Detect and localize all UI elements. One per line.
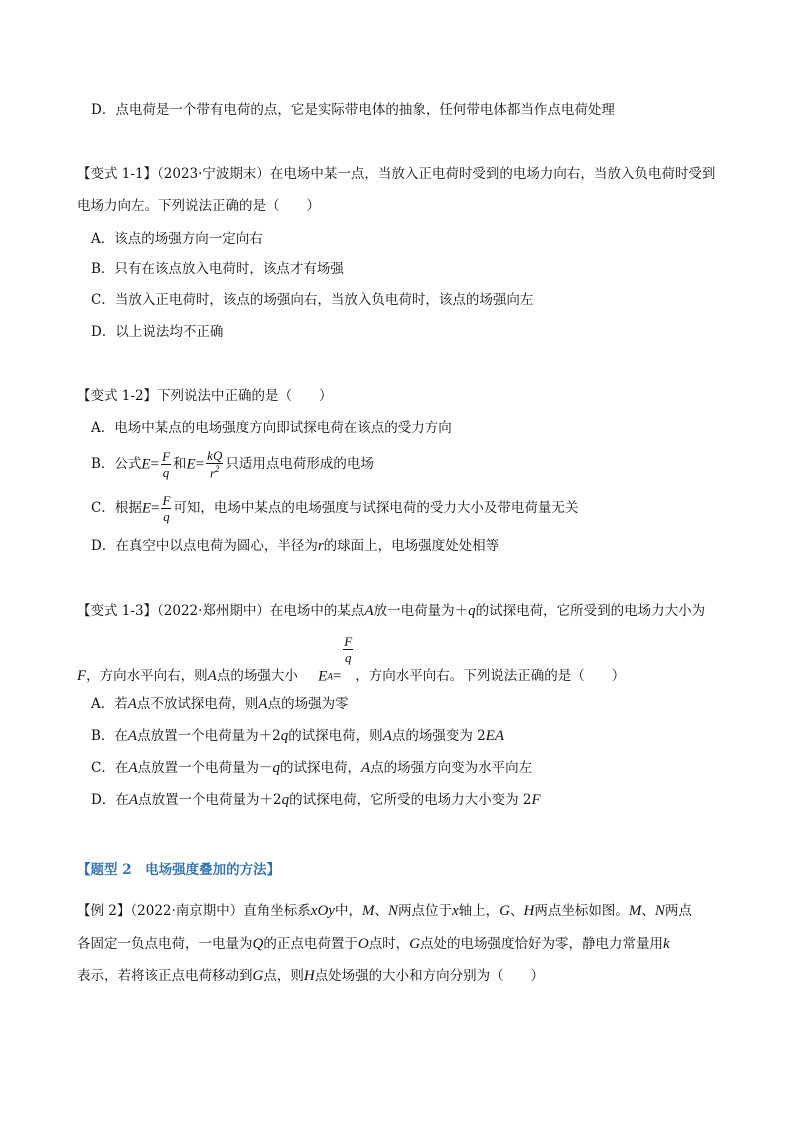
question-1-2-line-1: 【变式 1-2】下列说法中正确的是（ ） [77, 388, 333, 404]
option-a: A．电场中某点的电场强度方向即试探电荷在该点的受力方向 [91, 420, 452, 436]
example-2-line-1: 【例 2】（2022·南京期中）直角坐标系xOy中，M、N两点位于x轴上，G、H两点坐标如图。M、N两点 [77, 903, 692, 919]
question-1-1-line-1: 【变式 1-1】（2023·宁波期末）在电场中某一点，当放入正电荷时受到的电场力向右，当放入负电荷时受到 [77, 166, 716, 182]
question-tag: 【变式 1-1】 [77, 166, 158, 182]
fraction-f-over-q: $\frac{F}{q}$ [162, 449, 171, 480]
option-b: B．公式E= $\frac{F}{q}$ 和E= $\frac{kQ}{r^2}$ 只适用点电荷形成的电场 [91, 448, 374, 481]
option-d: D．在A点放置一个电荷量为＋2q的试探电荷，它所受的电场力大小变为 2F [91, 792, 541, 808]
question-tag: 【例 2】 [77, 903, 131, 919]
option-c: C．当放入正电荷时，该点的场强向右，当放入负电荷时，该点的场强向左 [91, 292, 534, 308]
fraction-f-over-q: $\frac{F}{q}$ [344, 634, 353, 665]
option-d: D．在真空中以点电荷为圆心，半径为r的球面上，电场强度处处相等 [91, 538, 500, 554]
question-tag: 【变式 1-3】 [77, 603, 158, 619]
option-a: A．该点的场强方向一定向右 [91, 231, 263, 247]
option-b: B．在A点放置一个电荷量为＋2q的试探电荷，则A点的场强变为 2EA [91, 728, 505, 744]
fraction-kq-over-r2: $\frac{kQ}{r^2}$ [207, 448, 223, 481]
option-d: D．以上说法均不正确 [91, 324, 224, 340]
example-2-line-2: 各固定一负点电荷，一电量为Q的正点电荷置于O点时，G点处的电场强度恰好为零，静电力常量用k [77, 936, 670, 952]
example-2-line-3: 表示，若将该正点电荷移动到G点，则H点处场强的大小和方向分别为（ ） [77, 968, 545, 984]
question-1-3-line-2: F，方向水平向右，则A点的场强大小 EA= $\frac{F}{q}$ ，方向水平向右。下列说法正确的是（ ） [77, 634, 626, 685]
option-c: C．在A点放置一个电荷量为－q的试探电荷，A点的场强方向变为水平向左 [91, 760, 533, 776]
option-c: C．根据E= $\frac{F}{q}$ 可知，电场中某点的电场强度与试探电荷的受力大小及带电荷量无关 [91, 493, 579, 524]
option-a: A．若A点不放试探电荷，则A点的场强为零 [91, 696, 349, 712]
fraction-f-over-q: $\frac{F}{q}$ [162, 493, 171, 524]
option-b: B．只有在该点放入电荷时，该点才有场强 [91, 261, 344, 277]
question-tag: 【变式 1-2】 [77, 388, 158, 404]
question-1-1-line-2: 电场力向左。下列说法正确的是（ ） [77, 198, 320, 214]
section-heading: 【题型 2 电场强度叠加的方法】 [77, 862, 281, 878]
prev-option-d: D．点电荷是一个带有电荷的点，它是实际带电体的抽象，任何带电体都当作点电荷处理 [91, 102, 615, 118]
question-1-3-line-1: 【变式 1-3】（2022·郑州期中）在电场中的某点A放一电荷量为＋q的试探电荷，它所受到的电场力大小为 [77, 603, 706, 619]
